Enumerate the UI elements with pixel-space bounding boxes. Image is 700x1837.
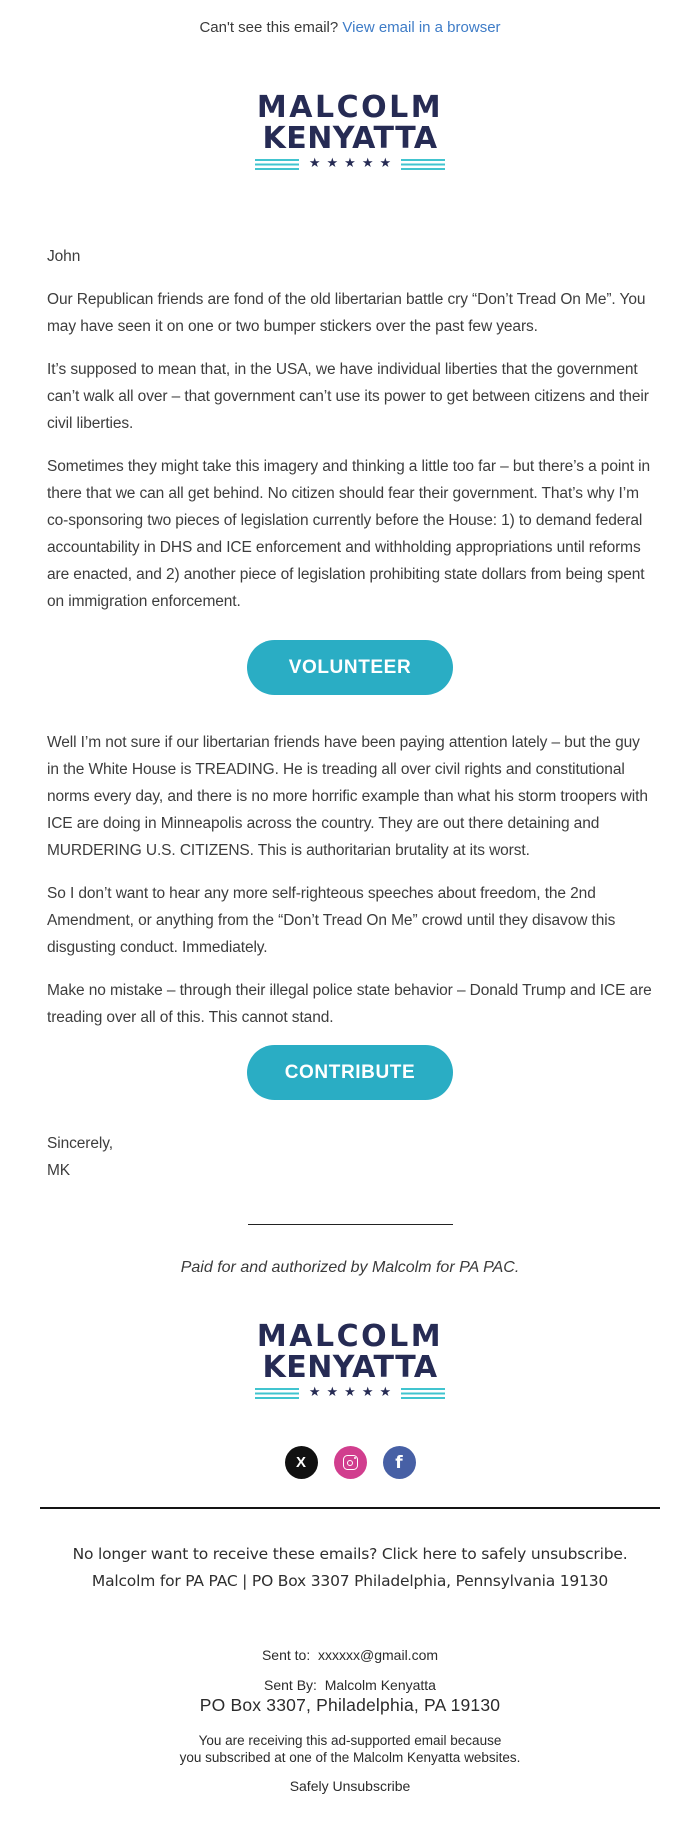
paragraph-4: Well I’m not sure if our libertarian friends have been paying attention lately – but the guy in the White House is TREADING. He is treading all over civil rights and constitutional norms every day, and there is no more horrific example than what his storm troopers with ICE are doing in Minneapolis across the country. They are out there detaining and MURDERING U.S. CITIZENS. This is authoritarian brutality at its worst. — [47, 734, 648, 859]
contribute-button[interactable]: CONTRIBUTE — [247, 1045, 453, 1100]
preheader — [0, 0, 700, 36]
logo-stars-icon: ★★★★★ — [308, 1385, 398, 1400]
x-twitter-icon[interactable] — [285, 1446, 318, 1479]
sent-to-value: xxxxxx@gmail.com — [318, 1647, 439, 1663]
paragraph-2: It’s supposed to mean that, in the USA, we have individual liberties that the government can’t walk all over – that government can’t use its power to get between citizens and their civil liberties. — [47, 361, 649, 432]
closing-sincerely: Sincerely, — [47, 1135, 113, 1152]
org-address: Malcolm for PA PAC | PO Box 3307 Philadelphia, Pennsylvania 19130 — [91, 1572, 609, 1590]
campaign-logo-footer — [0, 1321, 700, 1400]
unsubscribe-link[interactable]: Click here to safely unsubscribe. — [381, 1545, 628, 1563]
facebook-glyph: f — [395, 1452, 403, 1473]
logo-stripes-right-icon — [401, 1388, 445, 1399]
sent-by-label: Sent By: — [264, 1677, 317, 1693]
paragraph-6: Make no mistake – through their illegal police state behavior – Donald Trump and ICE are treading over all of this. This cannot stand. — [47, 982, 652, 1026]
letter-body — [0, 243, 700, 1184]
sent-to-label: Sent to: — [261, 1647, 311, 1663]
logo-line-kenyatta: KENYATTA — [262, 121, 438, 156]
subscription-reason: You are receiving this ad-supported email because you subscribed at one of the Malcolm Kenyatta websites. — [179, 1733, 521, 1765]
instagram-camera-glyph — [343, 1455, 358, 1470]
paragraph-5: So I don’t want to hear any more self-righteous speeches about freedom, the 2nd Amendment, or anything from the “Don’t Tread On Me” crowd until they disavow this disgusting conduct. Immediately. — [47, 885, 616, 956]
footer — [0, 1541, 700, 1595]
sent-by-value: Malcolm Kenyatta — [324, 1677, 436, 1693]
logo-stripes-right-icon — [401, 159, 445, 170]
logo-line-kenyatta: KENYATTA — [262, 1350, 438, 1385]
unsubscribe-line — [0, 1541, 700, 1568]
footer-divider — [40, 1507, 660, 1509]
logo-stripes-left-icon — [255, 1388, 299, 1399]
sent-to-line — [0, 1647, 700, 1663]
closing — [47, 1130, 653, 1184]
campaign-logo-header — [0, 92, 700, 171]
closing-signature: MK — [47, 1162, 71, 1179]
signature-divider — [248, 1224, 453, 1225]
logo-line-malcolm: MALCOLM — [256, 90, 444, 125]
preheader-text: Can't see this email? — [199, 19, 339, 36]
facebook-icon[interactable] — [383, 1446, 416, 1479]
x-glyph: X — [295, 1454, 306, 1471]
instagram-icon[interactable] — [334, 1446, 367, 1479]
paragraph-3: Sometimes they might take this imagery and thinking a little too far – but there’s a point in there that we can all get behind. No citizen should fear their government. That’s why I’m co-sponsoring two pieces of legislation currently before the House: 1) to demand federal accountability in DHS and ICE enforcement and withholding appropriations until reforms are enacted, and 2) another piece of legislation prohibiting state dollars from being spent on immigration enforcement. — [47, 458, 650, 610]
logo-stripes-left-icon — [255, 159, 299, 170]
logo-stars-icon: ★★★★★ — [308, 156, 398, 171]
paid-for-disclaimer: Paid for and authorized by Malcolm for PA PAC. — [180, 1259, 520, 1276]
delivery-info — [0, 1647, 700, 1794]
safely-unsubscribe-line — [0, 1778, 700, 1794]
sent-by-line — [0, 1676, 700, 1694]
volunteer-button[interactable]: VOLUNTEER — [247, 640, 453, 695]
paragraph-1: Our Republican friends are fond of the old libertarian battle cry “Don’t Tread On Me”. You may have seen it on one or two bumper stickers over the past few years. — [47, 291, 646, 335]
safely-unsubscribe-link[interactable]: Safely Unsubscribe — [289, 1778, 411, 1794]
unsubscribe-prompt: No longer want to receive these emails? — [72, 1545, 378, 1563]
view-in-browser-link[interactable]: View email in a browser — [342, 19, 501, 36]
salutation: John — [47, 248, 81, 265]
social-links — [0, 1446, 700, 1479]
logo-line-malcolm: MALCOLM — [256, 1319, 444, 1354]
sender-address: PO Box 3307, Philadelphia, PA 19130 — [199, 1695, 501, 1715]
